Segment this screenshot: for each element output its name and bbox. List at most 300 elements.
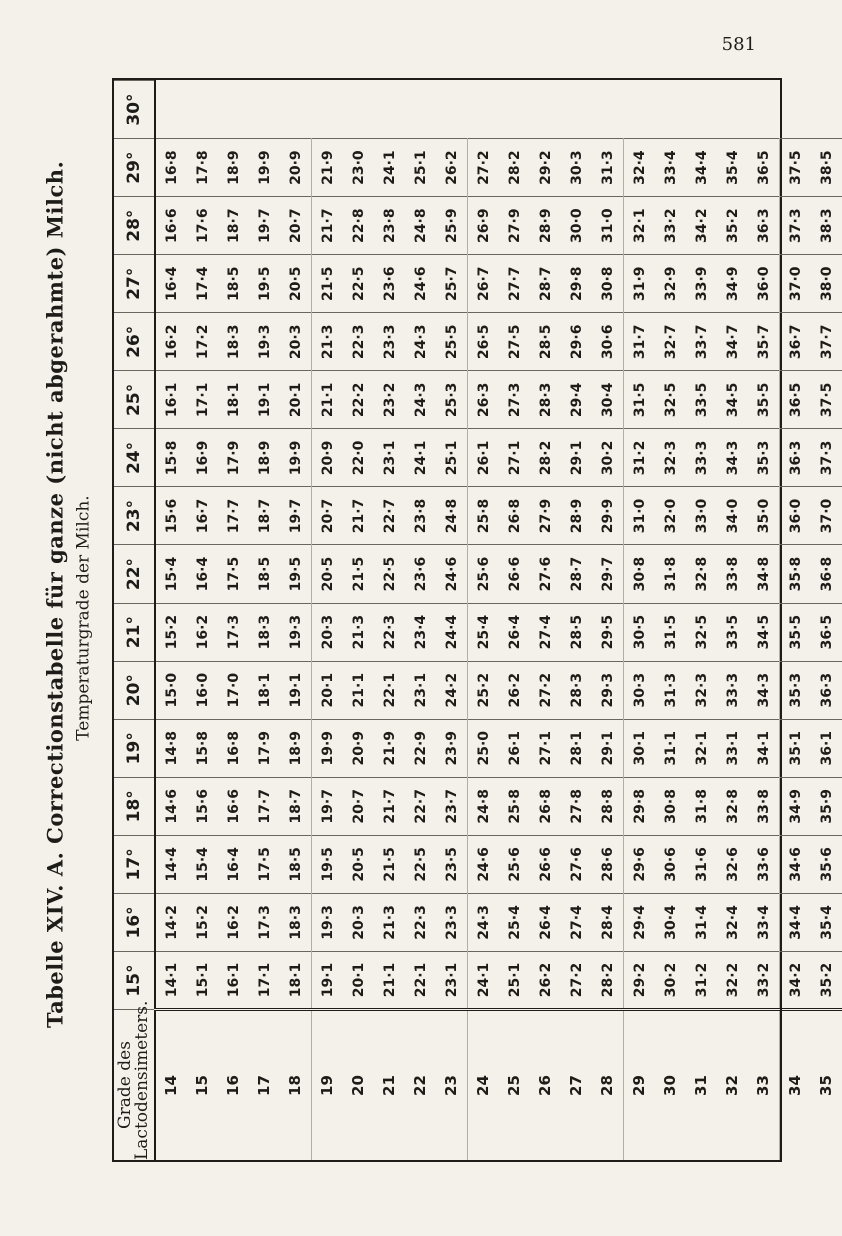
table-row xyxy=(249,81,280,1161)
corrected-value: 26·9 xyxy=(468,197,500,255)
corrected-value: 27·7 xyxy=(499,255,530,313)
lactodensimeter-degree: 23 xyxy=(436,1010,468,1161)
corrected-value: 19·1 xyxy=(249,371,280,429)
corrected-value: 35·6 xyxy=(811,835,842,893)
table-row xyxy=(592,81,624,1161)
corrected-value: 35·5 xyxy=(780,603,812,661)
corrected-value: 25·2 xyxy=(468,661,500,719)
corrected-value: 30·6 xyxy=(592,313,624,371)
corrected-value: 33·8 xyxy=(717,545,748,603)
lactodensimeter-degree: 30 xyxy=(655,1010,686,1161)
corrected-value: 20·7 xyxy=(343,777,374,835)
corrected-value: 32·4 xyxy=(717,893,748,951)
corrected-value: 26·7 xyxy=(468,255,500,313)
corrected-value: 26·5 xyxy=(468,313,500,371)
table-row xyxy=(780,81,812,1161)
temperature-header: 28° xyxy=(114,197,155,255)
corrected-value: 21·3 xyxy=(312,313,344,371)
table-row xyxy=(280,81,312,1161)
corrected-value: 16·0 xyxy=(187,661,218,719)
corrected-value: 34·5 xyxy=(748,603,780,661)
corrected-value: 28·4 xyxy=(592,893,624,951)
corrected-value: 24·1 xyxy=(374,139,405,197)
corrected-value: 18·1 xyxy=(280,951,312,1009)
corrected-value: 37·5 xyxy=(780,139,812,197)
corrected-value: 33·3 xyxy=(717,661,748,719)
corrected-value: 19·3 xyxy=(312,893,344,951)
corrected-value: 34·3 xyxy=(717,429,748,487)
corrected-value: 19·1 xyxy=(280,661,312,719)
temperature-header: 24° xyxy=(114,429,155,487)
corrected-value: 24·1 xyxy=(468,951,500,1009)
table-subtitle: Temperaturgrade der Milch. xyxy=(73,495,94,741)
corrected-value: 31·5 xyxy=(655,603,686,661)
corrected-value: 31·4 xyxy=(686,893,717,951)
corrected-value: 20·1 xyxy=(280,371,312,429)
lactodensimeter-degree: 32 xyxy=(717,1010,748,1161)
corrected-value: 32·8 xyxy=(686,545,717,603)
corrected-value: 31·5 xyxy=(624,371,656,429)
corrected-value: 25·7 xyxy=(436,255,468,313)
corrected-value: 30·0 xyxy=(561,197,592,255)
corrected-value: 29·2 xyxy=(624,951,656,1009)
corrected-value: 35·3 xyxy=(780,661,812,719)
corrected-value: 25·3 xyxy=(436,371,468,429)
corrected-value: 27·1 xyxy=(530,719,561,777)
table-row xyxy=(561,81,592,1161)
corrected-value: 31·2 xyxy=(686,951,717,1009)
corrected-value: 17·5 xyxy=(218,545,249,603)
lactodensimeter-degree: 21 xyxy=(374,1010,405,1161)
lactodensimeter-degree: 26 xyxy=(530,1010,561,1161)
corrected-value: 18·5 xyxy=(280,835,312,893)
temperature-header: 21° xyxy=(114,603,155,661)
corrected-value: 33·5 xyxy=(686,371,717,429)
corrected-value: 28·2 xyxy=(499,139,530,197)
corrected-value: 20·3 xyxy=(280,313,312,371)
table-row xyxy=(468,81,500,1161)
corrected-value: 22·3 xyxy=(374,603,405,661)
corrected-value: 25·9 xyxy=(436,197,468,255)
corrected-value: 18·9 xyxy=(249,429,280,487)
corrected-value: 35·7 xyxy=(748,313,780,371)
corrected-value: 21·7 xyxy=(312,197,344,255)
corrected-value: 15·4 xyxy=(155,545,187,603)
corrected-value: 27·2 xyxy=(530,661,561,719)
corrected-value: 36·0 xyxy=(748,255,780,313)
corrected-value: 35·2 xyxy=(717,197,748,255)
corrected-value: 19·7 xyxy=(249,197,280,255)
corrected-value: 27·2 xyxy=(468,139,500,197)
corrected-value: 18·7 xyxy=(280,777,312,835)
corrected-value: 26·4 xyxy=(530,893,561,951)
corrected-value: 29·6 xyxy=(561,313,592,371)
table-row xyxy=(748,81,780,1161)
corrected-value: 32·4 xyxy=(624,139,656,197)
corrected-value: 14·8 xyxy=(155,719,187,777)
corrected-value: 28·5 xyxy=(561,603,592,661)
corrected-value: 18·5 xyxy=(249,545,280,603)
corrected-value: 37·3 xyxy=(780,197,812,255)
table-row xyxy=(436,81,468,1161)
corrected-value: 36·5 xyxy=(780,371,812,429)
temperature-header: 29° xyxy=(114,139,155,197)
corrected-value: 22·9 xyxy=(405,719,436,777)
corrected-value: 23·1 xyxy=(405,661,436,719)
table-row xyxy=(811,81,842,1161)
corrected-value: 37·7 xyxy=(811,313,842,371)
corrected-value: 34·3 xyxy=(748,661,780,719)
corrected-value: 32·9 xyxy=(655,255,686,313)
corrected-value: 35·8 xyxy=(780,545,812,603)
table-row xyxy=(530,81,561,1161)
corrected-value: 35·9 xyxy=(811,777,842,835)
lactodensimeter-degree: 34 xyxy=(780,1010,812,1161)
corrected-value: 26·2 xyxy=(436,139,468,197)
lactodensimeter-degree: 19 xyxy=(312,1010,344,1161)
temperature-header: 30° xyxy=(114,81,155,139)
corrected-value: 16·7 xyxy=(187,487,218,545)
corrected-value: 20·5 xyxy=(312,545,344,603)
corrected-value: 29·7 xyxy=(592,545,624,603)
corrected-value: 26·1 xyxy=(468,429,500,487)
corrected-value: 27·6 xyxy=(530,545,561,603)
table-row xyxy=(343,81,374,1161)
corrected-value: 29·8 xyxy=(561,255,592,313)
corrected-value: 35·0 xyxy=(748,487,780,545)
corrected-value: 31·8 xyxy=(686,777,717,835)
corrected-value: 16·4 xyxy=(155,255,187,313)
corrected-value: 19·9 xyxy=(312,719,344,777)
corrected-value: 19·3 xyxy=(280,603,312,661)
corrected-value: 28·8 xyxy=(592,777,624,835)
corrected-value: 20·3 xyxy=(343,893,374,951)
corrected-value: 26·4 xyxy=(499,603,530,661)
corrected-value: 34·4 xyxy=(686,139,717,197)
corrected-value: 31·3 xyxy=(592,139,624,197)
corrected-value: 36·3 xyxy=(748,197,780,255)
corrected-value: 23·3 xyxy=(374,313,405,371)
corrected-value: 31·0 xyxy=(592,197,624,255)
corrected-value: 15·8 xyxy=(155,429,187,487)
corrected-value: 17·0 xyxy=(218,661,249,719)
table-title-block xyxy=(42,160,94,1028)
corrected-value: 24·8 xyxy=(405,197,436,255)
corrected-value: 26·2 xyxy=(530,951,561,1009)
temperature-header: 16° xyxy=(114,893,155,951)
corrected-value: 16·6 xyxy=(218,777,249,835)
corrected-value: 33·3 xyxy=(686,429,717,487)
corrected-value: 17·3 xyxy=(249,893,280,951)
corrected-value: 36·1 xyxy=(811,719,842,777)
lactodensimeter-degree: 22 xyxy=(405,1010,436,1161)
corrected-value: 38·0 xyxy=(811,255,842,313)
table-row xyxy=(655,81,686,1161)
corrected-value: 35·4 xyxy=(717,139,748,197)
corrected-value: 37·5 xyxy=(811,371,842,429)
corrected-value: 15·2 xyxy=(187,893,218,951)
corrected-value: 34·5 xyxy=(717,371,748,429)
corrected-value: 21·1 xyxy=(374,951,405,1009)
corrected-value: 31·9 xyxy=(624,255,656,313)
corrected-value: 18·9 xyxy=(218,139,249,197)
corrected-value: 26·1 xyxy=(499,719,530,777)
corrected-value: 25·8 xyxy=(468,487,500,545)
lactodensimeter-degree: 35 xyxy=(811,1010,842,1161)
temperature-header: 20° xyxy=(114,661,155,719)
corrected-value: 27·8 xyxy=(561,777,592,835)
corrected-value: 26·6 xyxy=(499,545,530,603)
lactodensimeter-degree: 31 xyxy=(686,1010,717,1161)
corrected-value: 28·9 xyxy=(530,197,561,255)
corrected-value: 18·1 xyxy=(249,661,280,719)
corrected-value: 19·7 xyxy=(280,487,312,545)
corrected-value: 33·8 xyxy=(748,777,780,835)
corrected-value: 28·6 xyxy=(592,835,624,893)
corrected-value: 21·7 xyxy=(374,777,405,835)
corrected-value: 31·6 xyxy=(686,835,717,893)
corrected-value: 20·5 xyxy=(280,255,312,313)
corrected-value: 17·7 xyxy=(218,487,249,545)
corrected-value: 23·3 xyxy=(436,893,468,951)
corrected-value: 30·6 xyxy=(655,835,686,893)
corrected-value: 18·3 xyxy=(218,313,249,371)
corrected-value: 32·0 xyxy=(655,487,686,545)
corrected-value: 32·1 xyxy=(686,719,717,777)
corrected-value: 35·4 xyxy=(811,893,842,951)
corrected-value: 18·7 xyxy=(218,197,249,255)
corrected-value: 38·5 xyxy=(811,139,842,197)
corrected-value: 31·7 xyxy=(624,313,656,371)
page-number: 581 xyxy=(721,34,756,55)
corrected-value: 30·2 xyxy=(655,951,686,1009)
table-body xyxy=(155,81,842,1161)
corrected-value: 37·0 xyxy=(780,255,812,313)
table-row xyxy=(405,81,436,1161)
corrected-value: 31·0 xyxy=(624,487,656,545)
corrected-value: 27·2 xyxy=(561,951,592,1009)
corrected-value: 34·0 xyxy=(717,487,748,545)
corrected-value: 19·1 xyxy=(312,951,344,1009)
corrected-value: 29·4 xyxy=(561,371,592,429)
corrected-value: 31·1 xyxy=(655,719,686,777)
corrected-value: 22·1 xyxy=(374,661,405,719)
corrected-value: 22·7 xyxy=(405,777,436,835)
corrected-value: 19·9 xyxy=(280,429,312,487)
corrected-value: 33·0 xyxy=(686,487,717,545)
corrected-value: 26·8 xyxy=(499,487,530,545)
corrected-value: 22·5 xyxy=(343,255,374,313)
corrected-value: 30·4 xyxy=(592,371,624,429)
temperature-header-row xyxy=(114,81,155,1161)
corrected-value: 25·1 xyxy=(436,429,468,487)
corrected-value: 18·3 xyxy=(249,603,280,661)
corrected-value: 34·8 xyxy=(748,545,780,603)
lactodensimeter-degree: 28 xyxy=(592,1010,624,1161)
corrected-value: 27·6 xyxy=(561,835,592,893)
corrected-value: 30·5 xyxy=(624,603,656,661)
corrected-value: 28·2 xyxy=(530,429,561,487)
corrected-value: 33·5 xyxy=(717,603,748,661)
corrected-value: 26·2 xyxy=(499,661,530,719)
corrected-value: 20·9 xyxy=(343,719,374,777)
corrected-value: 27·9 xyxy=(530,487,561,545)
corrected-value: 28·2 xyxy=(592,951,624,1009)
table-row xyxy=(218,81,249,1161)
corrected-value: 19·3 xyxy=(249,313,280,371)
corrected-value: 32·5 xyxy=(686,603,717,661)
corrected-value: 30·4 xyxy=(655,893,686,951)
temperature-header: 22° xyxy=(114,545,155,603)
corrected-value: 25·1 xyxy=(499,951,530,1009)
corrected-value: 28·1 xyxy=(561,719,592,777)
corrected-value: 36·5 xyxy=(748,139,780,197)
corrected-value: 21·5 xyxy=(343,545,374,603)
corrected-value: 32·8 xyxy=(717,777,748,835)
temperature-header: 19° xyxy=(114,719,155,777)
temperature-header: 23° xyxy=(114,487,155,545)
corrected-value: 35·3 xyxy=(748,429,780,487)
corrected-value: 20·1 xyxy=(312,661,344,719)
corrected-value: 29·3 xyxy=(592,661,624,719)
corrected-value: 17·8 xyxy=(187,139,218,197)
corrected-value: 17·1 xyxy=(249,951,280,1009)
corrected-value: 24·8 xyxy=(468,777,500,835)
table-row xyxy=(312,81,344,1161)
corrected-value: 30·2 xyxy=(592,429,624,487)
corrected-value: 24·3 xyxy=(405,371,436,429)
corrected-value: 22·3 xyxy=(405,893,436,951)
corrected-value: 33·2 xyxy=(748,951,780,1009)
corrected-value: 15·8 xyxy=(187,719,218,777)
corrected-value: 27·5 xyxy=(499,313,530,371)
table-row xyxy=(155,81,187,1161)
corrected-value: 17·4 xyxy=(187,255,218,313)
corrected-value: 32·5 xyxy=(655,371,686,429)
corrected-value: 17·3 xyxy=(218,603,249,661)
corrected-value: 28·3 xyxy=(530,371,561,429)
corrected-value: 21·1 xyxy=(343,661,374,719)
corrected-value: 23·8 xyxy=(374,197,405,255)
corrected-value: 30·3 xyxy=(561,139,592,197)
corrected-value: 21·9 xyxy=(374,719,405,777)
corrected-value: 16·8 xyxy=(218,719,249,777)
temperature-header: 27° xyxy=(114,255,155,313)
corrected-value: 37·0 xyxy=(811,487,842,545)
lactodensimeter-degree: 33 xyxy=(748,1010,780,1161)
corrected-value: 23·0 xyxy=(343,139,374,197)
corrected-value: 16·1 xyxy=(218,951,249,1009)
corrected-value: 21·1 xyxy=(312,371,344,429)
corrected-value: 14·1 xyxy=(155,951,187,1009)
corrected-value: 22·7 xyxy=(374,487,405,545)
corrected-value: 33·9 xyxy=(686,255,717,313)
corrected-value: 17·9 xyxy=(249,719,280,777)
corrected-value: 33·2 xyxy=(655,197,686,255)
temperature-header: 26° xyxy=(114,313,155,371)
corrected-value: 36·8 xyxy=(811,545,842,603)
lactodensimeter-degree: 14 xyxy=(155,1010,187,1161)
corrected-value: 20·9 xyxy=(280,139,312,197)
corrected-value: 20·1 xyxy=(343,951,374,1009)
corrected-value: 30·3 xyxy=(624,661,656,719)
corrected-value: 20·3 xyxy=(312,603,344,661)
corrected-value: 14·4 xyxy=(155,835,187,893)
corrected-value: 32·2 xyxy=(717,951,748,1009)
corrected-value: 32·3 xyxy=(686,661,717,719)
corrected-value: 21·9 xyxy=(312,139,344,197)
correction-table xyxy=(114,80,842,1160)
corrected-value: 29·2 xyxy=(530,139,561,197)
corrected-value: 27·4 xyxy=(561,893,592,951)
corrected-value: 28·7 xyxy=(561,545,592,603)
corrected-value: 32·3 xyxy=(655,429,686,487)
corrected-value: 23·6 xyxy=(405,545,436,603)
temperature-header: 18° xyxy=(114,777,155,835)
corrected-value: 23·2 xyxy=(374,371,405,429)
corrected-value: 30·1 xyxy=(624,719,656,777)
lactodensimeter-degree: 24 xyxy=(468,1010,500,1161)
temperature-header: 17° xyxy=(114,835,155,893)
corrected-value: 23·6 xyxy=(374,255,405,313)
corrected-value: 34·7 xyxy=(717,313,748,371)
corrected-value: 32·6 xyxy=(717,835,748,893)
corrected-value: 29·5 xyxy=(592,603,624,661)
corrected-value: 16·6 xyxy=(155,197,187,255)
corrected-value: 34·2 xyxy=(780,951,812,1009)
corrected-value: 18·1 xyxy=(218,371,249,429)
corrected-value: 36·5 xyxy=(811,603,842,661)
corrected-value: 34·4 xyxy=(780,893,812,951)
corrected-value: 20·5 xyxy=(343,835,374,893)
corrected-value: 19·5 xyxy=(312,835,344,893)
lactodensimeter-degree: 20 xyxy=(343,1010,374,1161)
table-row xyxy=(374,81,405,1161)
corrected-value: 24·6 xyxy=(468,835,500,893)
corrected-value: 21·3 xyxy=(343,603,374,661)
corrected-value: 14·6 xyxy=(155,777,187,835)
corrected-value: 23·1 xyxy=(374,429,405,487)
table-row xyxy=(187,81,218,1161)
lactodensimeter-degree: 17 xyxy=(249,1010,280,1161)
corrected-value: 17·6 xyxy=(187,197,218,255)
corrected-value: 27·4 xyxy=(530,603,561,661)
corrected-value: 15·1 xyxy=(187,951,218,1009)
first-column-label: Grade des Lactodensimeters. xyxy=(114,1010,155,1161)
corrected-value: 25·6 xyxy=(499,835,530,893)
lactodensimeter-degree: 29 xyxy=(624,1010,656,1161)
corrected-value: 23·8 xyxy=(405,487,436,545)
corrected-value: 15·6 xyxy=(155,487,187,545)
corrected-value: 20·9 xyxy=(312,429,344,487)
corrected-value: 22·5 xyxy=(374,545,405,603)
corrected-value: 16·8 xyxy=(155,139,187,197)
corrected-value: 34·1 xyxy=(748,719,780,777)
corrected-value: 32·7 xyxy=(655,313,686,371)
corrected-value: 34·9 xyxy=(717,255,748,313)
corrected-value: 23·7 xyxy=(436,777,468,835)
corrected-value: 31·8 xyxy=(655,545,686,603)
lactodensimeter-degree: 18 xyxy=(280,1010,312,1161)
corrected-value: 29·1 xyxy=(561,429,592,487)
corrected-value: 23·9 xyxy=(436,719,468,777)
corrected-value: 24·3 xyxy=(405,313,436,371)
corrected-value: 35·1 xyxy=(780,719,812,777)
corrected-value: 18·3 xyxy=(280,893,312,951)
corrected-value: 24·3 xyxy=(468,893,500,951)
corrected-value: 23·5 xyxy=(436,835,468,893)
corrected-value: 20·7 xyxy=(280,197,312,255)
